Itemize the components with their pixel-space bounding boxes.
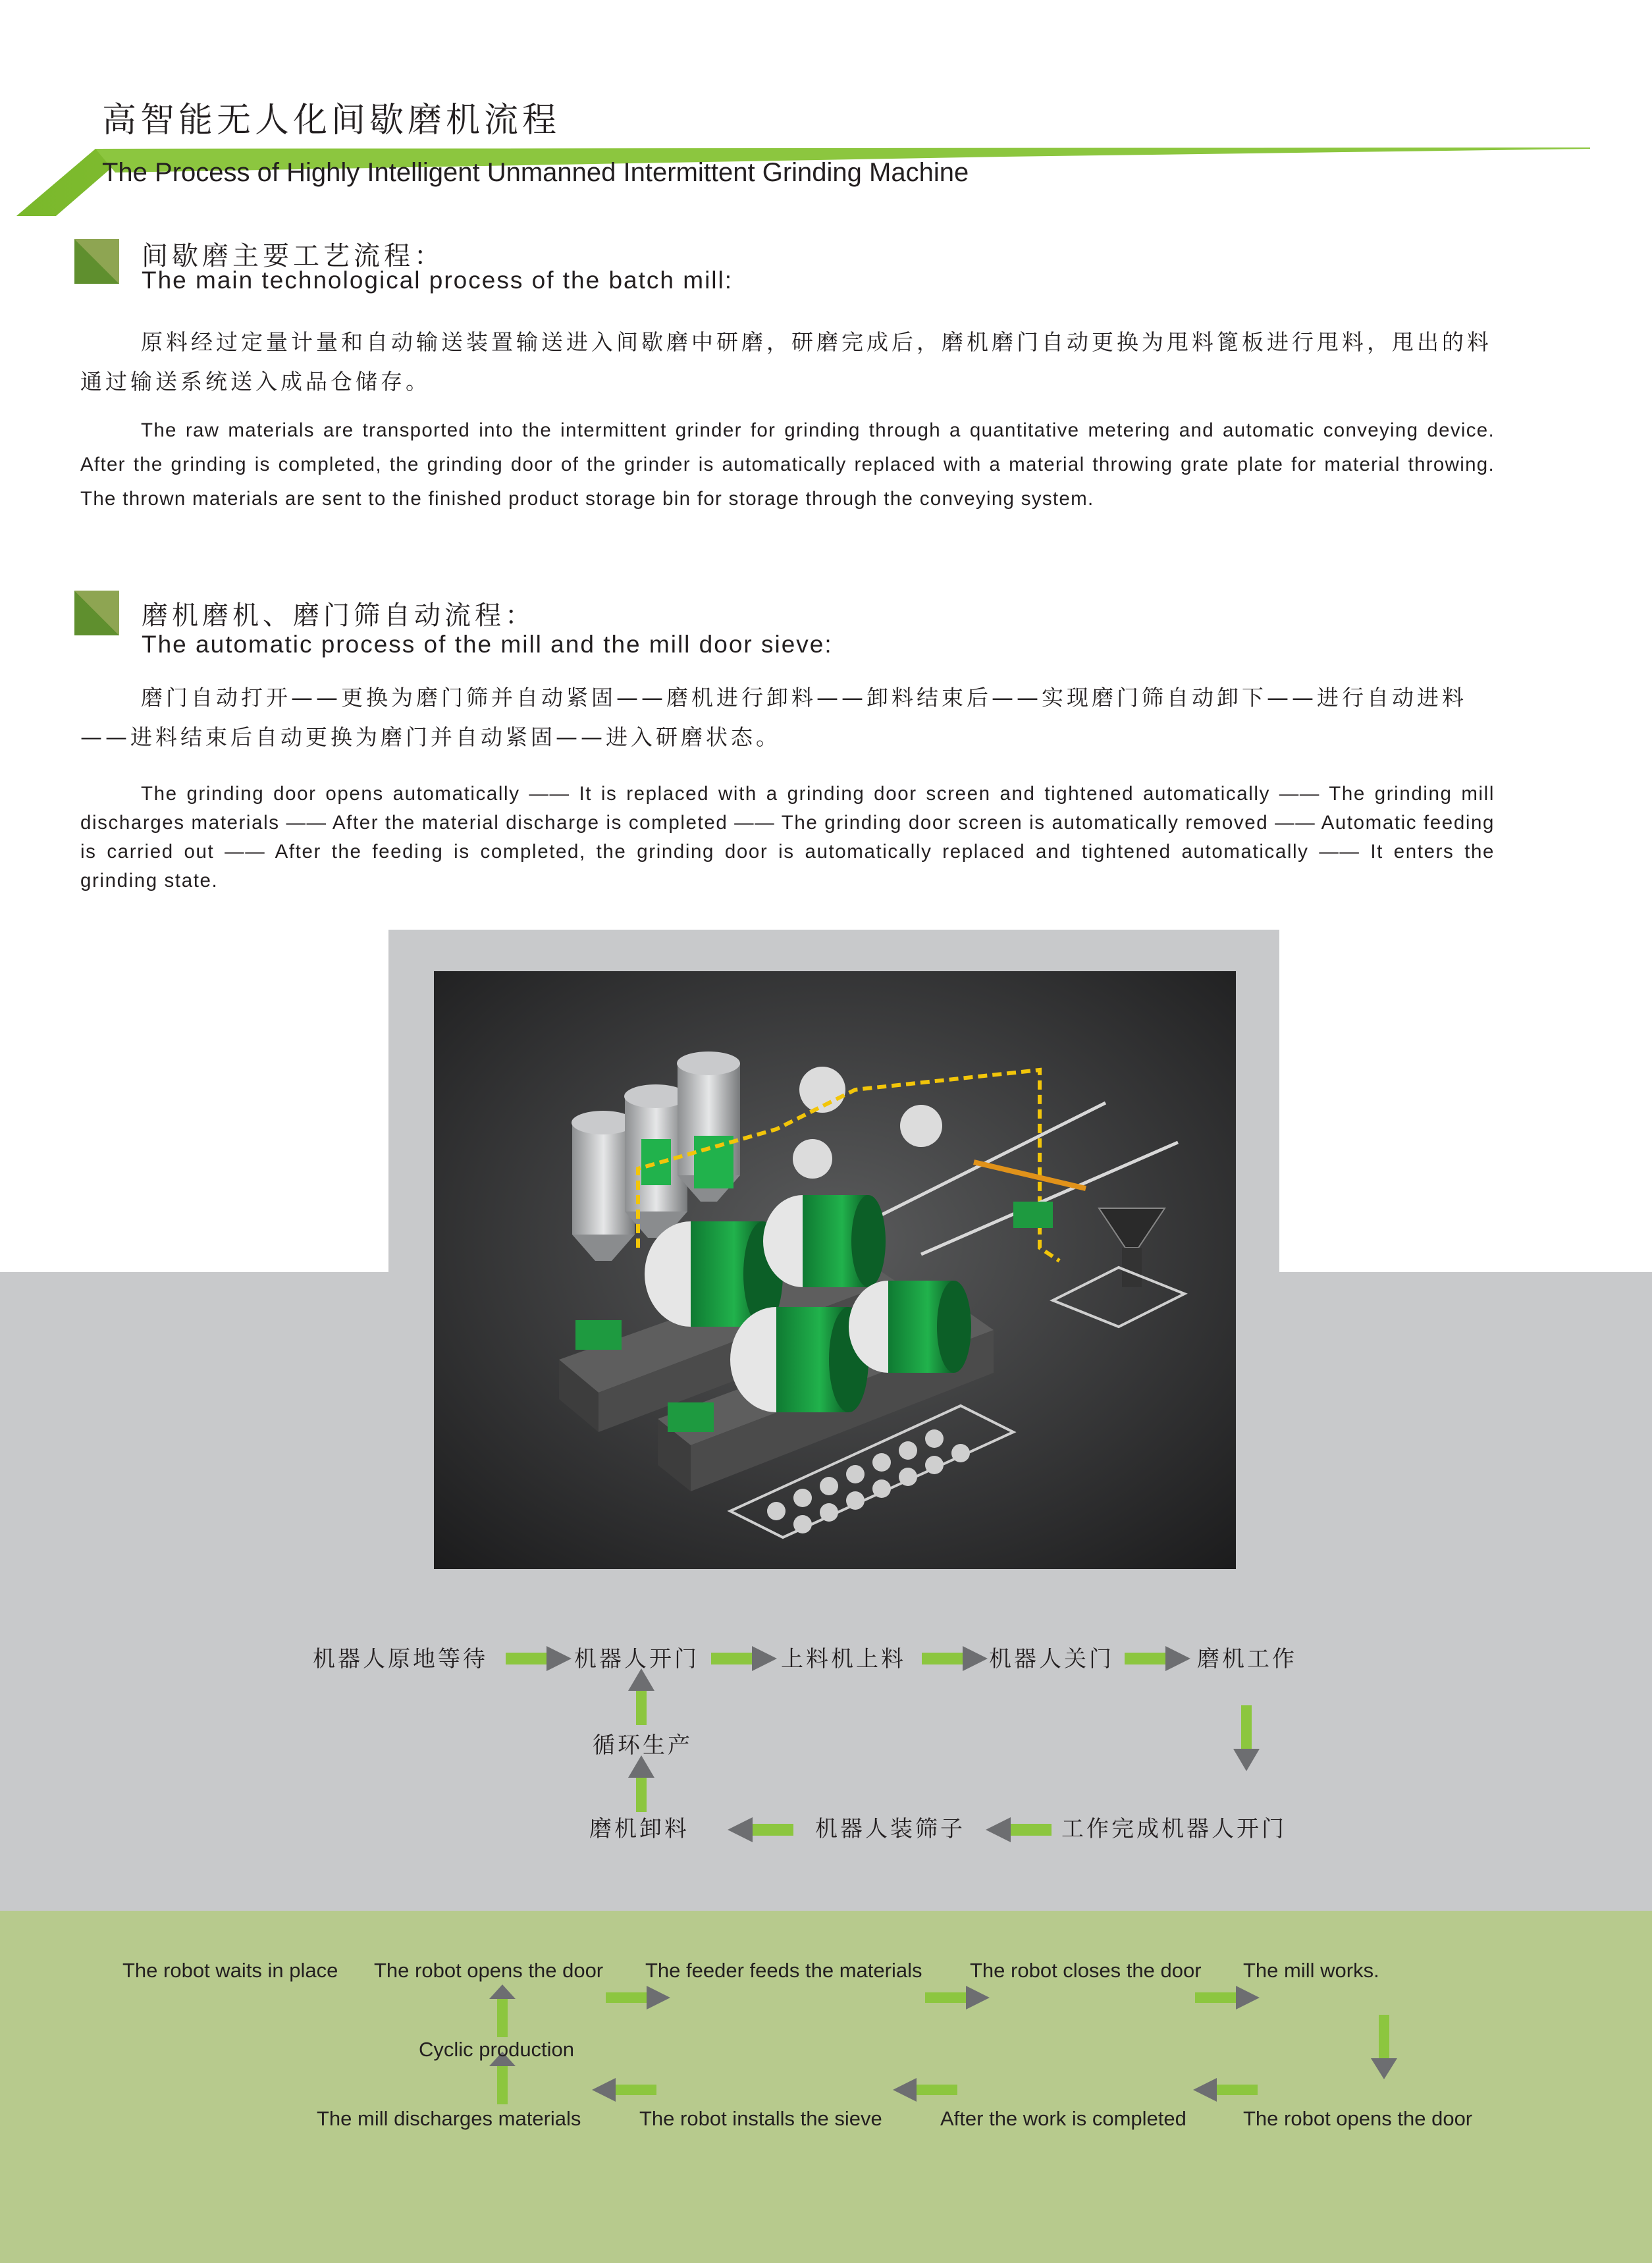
right-arrow-icon xyxy=(925,1986,990,2010)
left-arrow-icon xyxy=(592,2078,656,2102)
flow-cn-mill-discharges: 磨机卸料 xyxy=(589,1816,689,1842)
left-arrow-icon xyxy=(893,2078,957,2102)
section-square-icon xyxy=(74,591,119,635)
page-title-en: The Process of Highly Intelligent Unmanned Intermittent Grinding Machine xyxy=(102,158,969,187)
page-title-cn: 高智能无人化间歇磨机流程 xyxy=(102,101,561,140)
left-arrow-icon xyxy=(986,1817,1052,1842)
flow-cn-work-completed: 工作完成机器人开门 xyxy=(1061,1816,1287,1842)
section1-heading-en: The main technological process of the batch mill: xyxy=(142,267,733,294)
up-arrow-icon xyxy=(489,1984,516,2037)
right-arrow-icon xyxy=(711,1646,777,1671)
up-arrow-icon xyxy=(628,1668,654,1725)
flow-en-installs-sieve: The robot installs the sieve xyxy=(639,2107,882,2130)
flow-en-robot-opens: The robot opens the door xyxy=(374,1959,604,1982)
section-square-icon xyxy=(74,239,119,284)
section2-heading-cn: 磨机磨机、磨门筛自动流程： xyxy=(142,600,535,631)
flow-arrows-en xyxy=(0,1975,1652,2186)
flow-en-robot-closes: The robot closes the door xyxy=(970,1959,1202,1982)
flow-en-work-completed: After the work is completed xyxy=(940,2107,1186,2130)
right-arrow-icon xyxy=(1195,1986,1260,2010)
section2-paragraph-en: The grinding door opens automatically —— It is replaced with a grinding door screen and tightened automatically —— The grinding mill discharges materials —— After the material discharge is completed —— The grinding door screen is automatically removed —— Automatic feeding is carried out —— After the feeding is completed, the grinding door is automatically replaced and tightened automatically —— It enters the grinding state. xyxy=(80,783,1495,892)
flow-en-feeder-feeds: The feeder feeds the materials xyxy=(645,1959,922,1982)
left-arrow-icon xyxy=(1193,2078,1258,2102)
up-arrow-icon xyxy=(628,1755,654,1812)
right-arrow-icon xyxy=(606,1986,670,2010)
section1-heading-cn: 间歇磨主要工艺流程： xyxy=(142,241,444,271)
flow-cn-mill-works: 磨机工作 xyxy=(1197,1646,1297,1672)
flow-en-robot-opens-door: The robot opens the door xyxy=(1243,2107,1473,2130)
down-arrow-icon xyxy=(1371,2015,1397,2079)
flow-cn-cyclic: 循环生产 xyxy=(593,1732,693,1759)
flow-en-cyclic: Cyclic production xyxy=(419,2038,575,2061)
left-arrow-icon xyxy=(728,1817,793,1842)
flow-cn-robot-closes: 机器人关门 xyxy=(989,1646,1114,1672)
flow-en-mill-discharges: The mill discharges materials xyxy=(317,2107,581,2130)
flow-cn-feeder-feeds: 上料机上料 xyxy=(781,1646,906,1672)
section1-paragraph-cn: 原料经过定量计量和自动输送装置输送进入间歇磨中研磨，研磨完成后，磨机磨门自动更换为甩料篦板进行甩料，甩出的料通过输送系统送入成品仓储存。 xyxy=(80,329,1492,394)
plant-3d-render-image xyxy=(434,971,1236,1569)
right-arrow-icon xyxy=(1125,1646,1190,1671)
flow-en-mill-works: The mill works. xyxy=(1243,1959,1379,1982)
section2-heading-en: The automatic process of the mill and the mill door sieve: xyxy=(142,631,833,658)
flow-en-robot-waits: The robot waits in place xyxy=(122,1959,338,1982)
flow-cn-robot-waits: 机器人原地等待 xyxy=(313,1646,488,1672)
right-arrow-icon xyxy=(506,1646,572,1671)
flow-cn-installs-sieve: 机器人装筛子 xyxy=(815,1816,965,1842)
down-arrow-icon xyxy=(1233,1705,1260,1771)
section1-paragraph-en: The raw materials are transported into the intermittent grinder for grinding through a quantitative metering and automatic conveying device. After the grinding is completed, the grinding door of the grinder is automatically replaced with a material throwing grate plate for material throwing. The thrown materials are sent to the finished product storage bin for storage through the conveying system. xyxy=(80,419,1495,510)
right-arrow-icon xyxy=(922,1646,988,1671)
section2-paragraph-cn: 磨门自动打开——更换为磨门筛并自动紧固——磨机进行卸料——卸料结束后——实现磨门筛自动卸下——进行自动进料——进料结束后自动更换为磨门并自动紧固——进入研磨状态。 xyxy=(80,685,1467,750)
flow-cn-robot-opens: 机器人开门 xyxy=(574,1646,699,1672)
